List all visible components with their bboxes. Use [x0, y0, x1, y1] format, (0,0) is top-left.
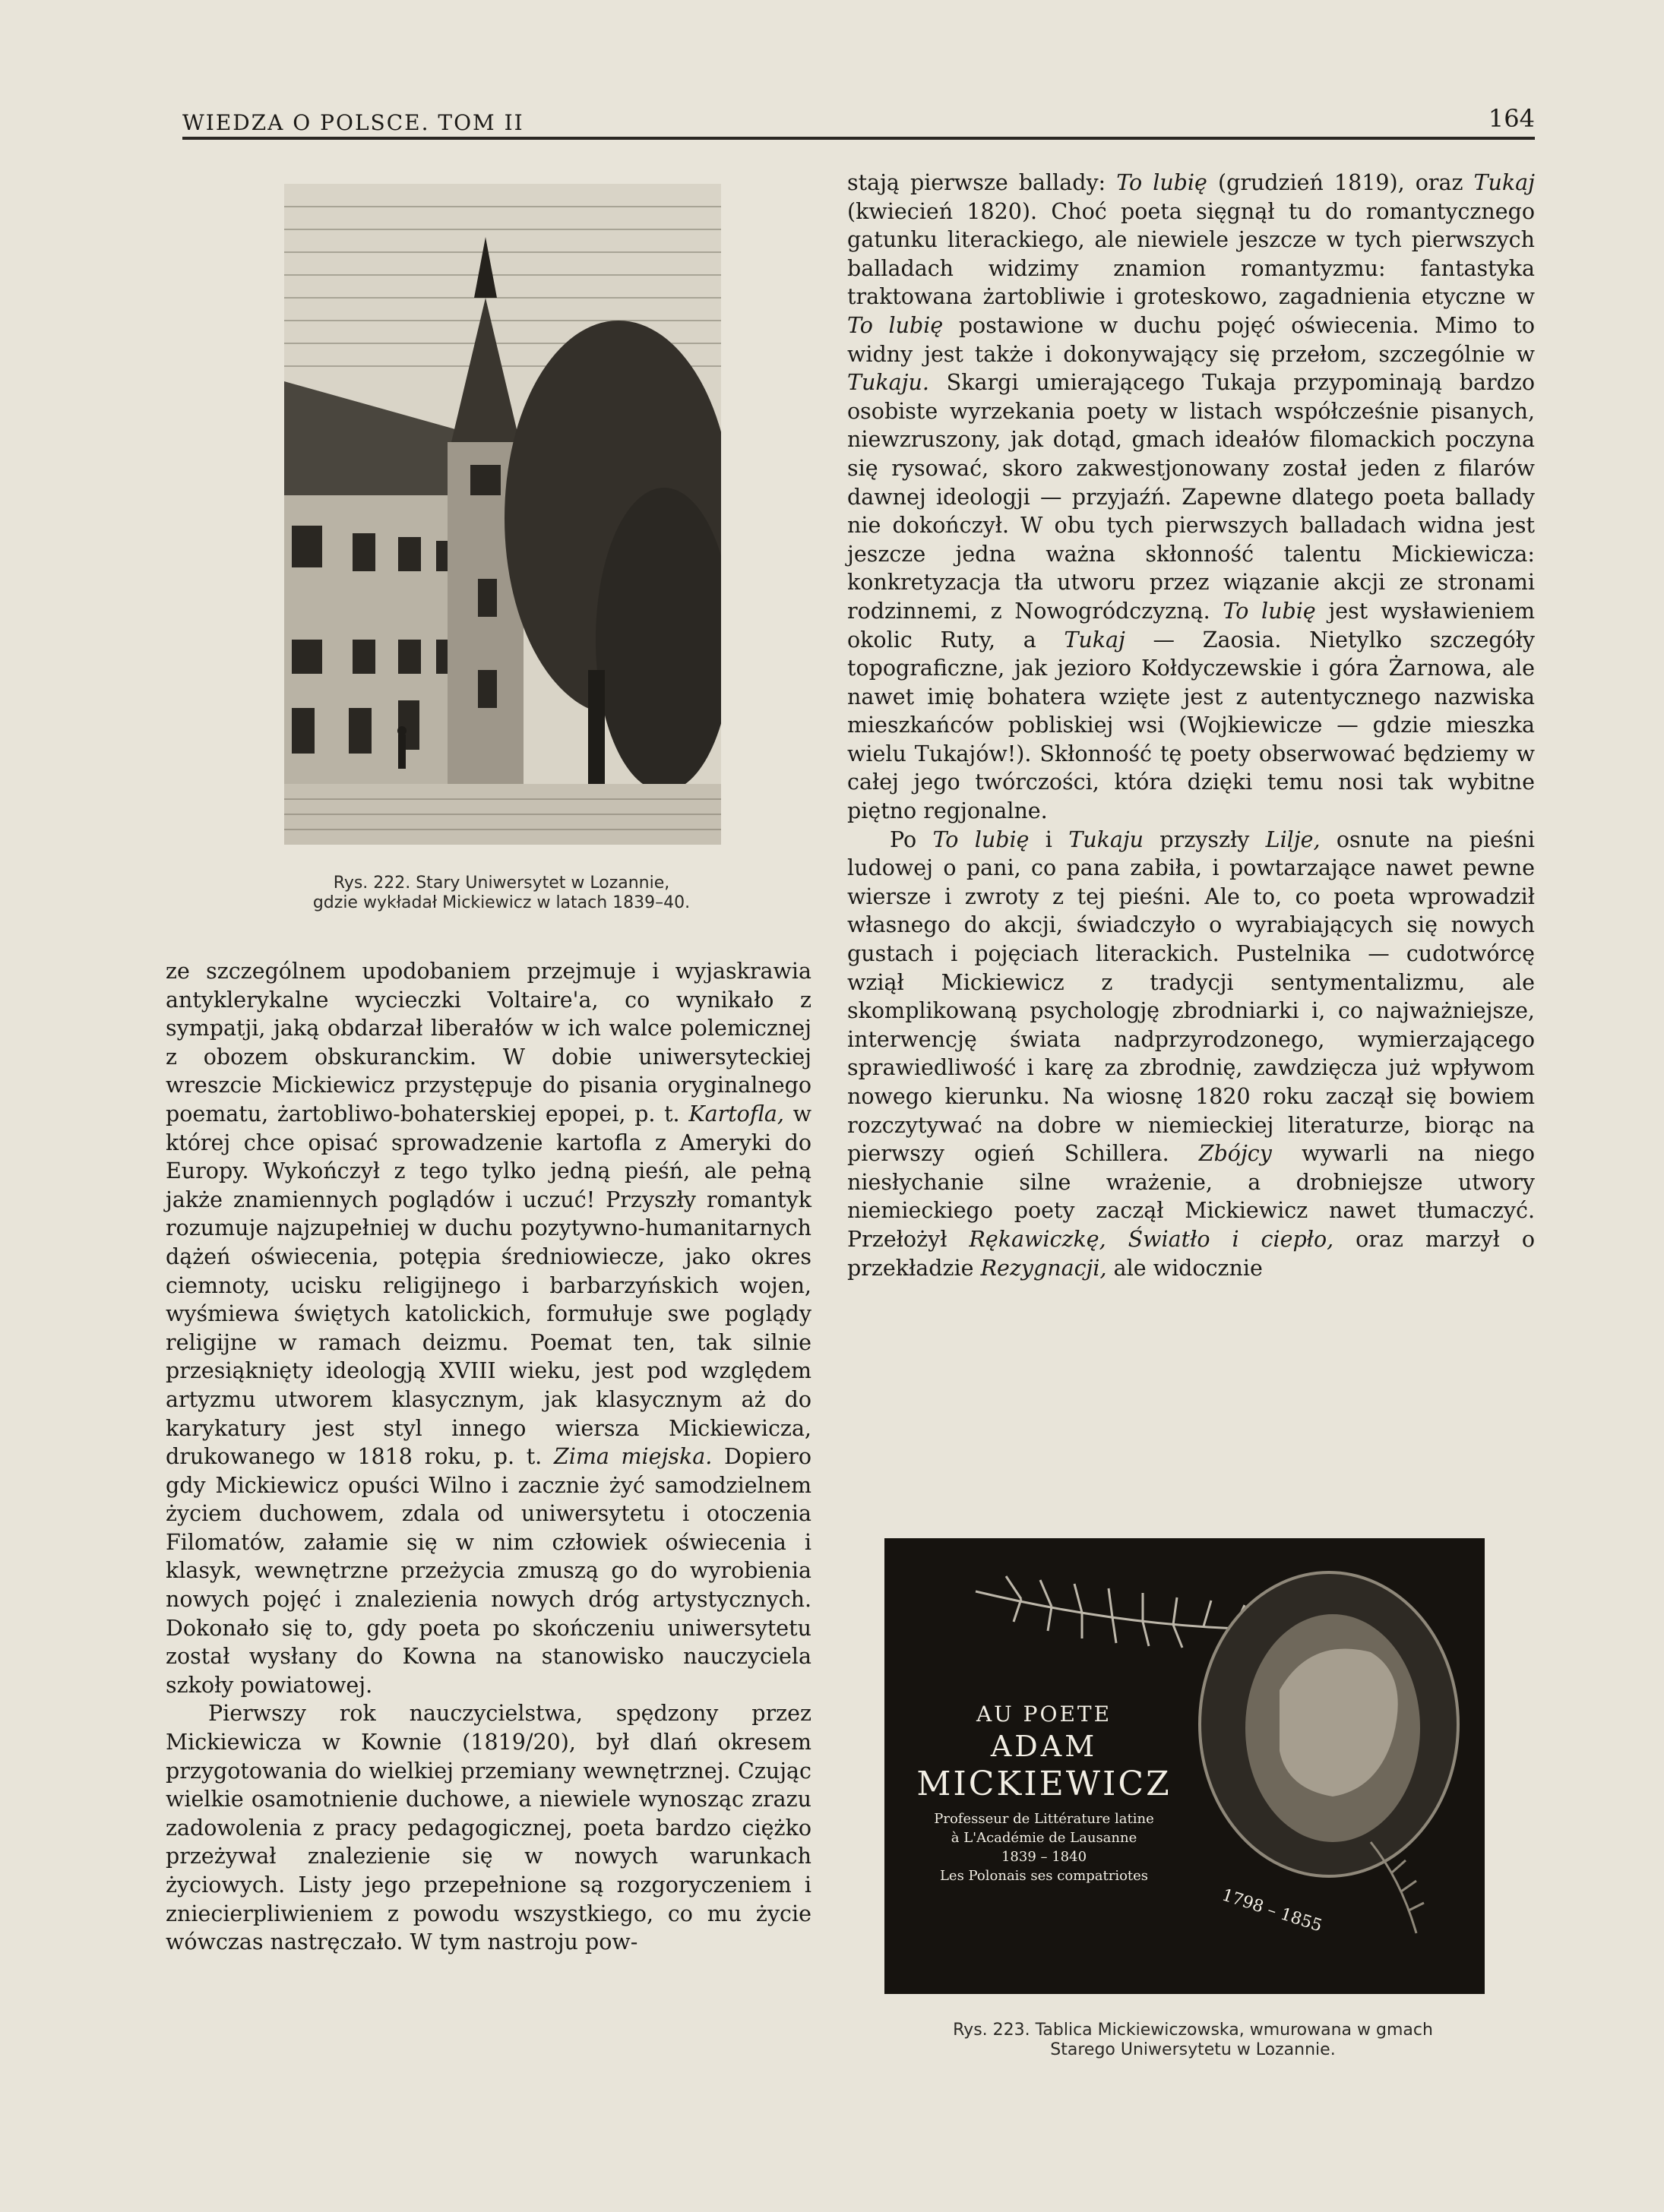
title-to-lubie: To lubię: [932, 826, 1030, 852]
page-header: [182, 106, 1535, 140]
running-title: WIEDZA O POLSCE. TOM II: [182, 110, 524, 135]
title-lilje: Lilje,: [1265, 826, 1321, 852]
paragraph: [847, 826, 1535, 1283]
left-column: [166, 957, 811, 1957]
text-run: w której chce opisać sprowadzenie kartofla z Ameryki do Europy. Wykończył z tego tylko jedną pieśń, ale pełną jakże znamiennych poglądów i uczuć! Przyszły romantyk rozumuje najzupełniej w duchu pozytywno-humanitarnych dążeń oświecenia, potępia średniowiecze, jako okres ciemnoty, ucisku religijnego i barbarzyńskich wojen, wyśmiewa świętych katolickich, formułuje swe poglądy religijne w ramach deizmu. Poemat ten, tak silnie przesiąknięty ideologją XVIII wieku, jest pod względem artyzmu utworem klasycznym, jak klasycznym aż do karykatury jest styl innego wiersza Mickiewicza, drukowanego w 1818 roku, p. t.: [166, 1101, 811, 1470]
text-run: przyszły: [1144, 826, 1266, 852]
text-run: wywarli na niego niesłychanie silne wrażenie, a drobniejsze utwory niemieckiego poety zaczął Mickiewicz nawet tłumaczyć. Przełożył: [847, 1141, 1535, 1252]
text-run: — Zaosia. Nietylko szczegóły topograficzne, jak jezioro Kołdyczewskie i góra Żarnowa, ale nawet imię bohatera wzięte jest z autentycznego nazwiska mieszkańców pobliskiej wsi (Wojkiewicze — gdzie mieszka wielu Tukajów!). Skłonność tę poety obserwować będziemy w całej jego twórczości, która dzięki temu nosi tak wybitne piętno regjonalne.: [847, 627, 1536, 824]
text-run: jest wysławieniem okolic Ruty, a: [847, 598, 1536, 653]
title-to-lubie: To lubię: [847, 312, 944, 338]
text-run: Po: [890, 826, 933, 852]
plaque-line: ADAM: [990, 1730, 1098, 1763]
text-run: ze szczególnem upodobaniem przejmuje i wyjaskrawia antyklerykalne wycieczki Voltaire'a, co wynikało z sympatji, jaką obdarzał liberałów w ich walce polemicznej z obozem obskuranckim. W dobie uniwersyteckiej wreszcie Mickiewicz przystępuje do pisania oryginalnego poematu, żartobliwo-bohaterskiej epopei, p. t.: [166, 959, 811, 1127]
title-to-lubie: To lubię: [1223, 598, 1316, 624]
page-number: 164: [1488, 104, 1535, 133]
title-tukaj: Tukaj: [1473, 170, 1535, 195]
text-run: oraz marzył o przekładzie: [847, 1226, 1536, 1281]
engraving-illustration: [284, 184, 721, 845]
paragraph: [847, 169, 1535, 826]
plaque-line: Professeur de Littérature latine: [934, 1811, 1154, 1827]
figure-222-engraving: [284, 184, 721, 845]
paragraph: Pierwszy rok nauczycielstwa, spędzony przez Mickiewicza w Kownie (1819/20), był dlań okresem przygotowania do wielkiej przemiany wewnętrznej. Czując wielkie osamotnienie duchowe, a niewiele wynosząc zrazu zadowolenia z pracy pedagogicznej, poeta bardzo ciężko przeżywał znalezienie się w nowych warunkach życiowych. Listy jego przepełnione są rozgoryczeniem i zniecierpliwieniem z powodu wszystkiego, co mu życie wówczas nastręczało. W tym nastroju pow-: [166, 1701, 811, 1955]
right-column: [847, 169, 1535, 1282]
text-run: (kwiecień 1820). Choć poeta sięgnął tu do romantycznego gatunku literackiego, ale niewiele jeszcze w tych pierwszych balladach widzimy znamion romantyzmu: fantastyka traktowana żartobliwie i groteskowo, zagadnienia etyczne w: [847, 198, 1535, 310]
plaque-line: Les Polonais ses compatriotes: [939, 1868, 1149, 1884]
header-rule: [182, 137, 1535, 140]
plaque-line: à L'Académie de Lausanne: [951, 1830, 1137, 1846]
plaque-line: MICKIEWICZ: [916, 1765, 1172, 1803]
title-kartofla: Kartofla,: [688, 1101, 784, 1127]
title-tukaju: Tukaju.: [847, 370, 929, 396]
caption-line: Rys. 222. Stary Uniwersytet w Lozannie,: [333, 874, 670, 893]
title-tukaj: Tukaj: [1064, 627, 1125, 653]
title-zbojcy: Zbójcy: [1198, 1141, 1272, 1167]
plaque-line: 1839 – 1840: [1001, 1849, 1087, 1865]
plaque-inscription: [900, 1702, 1188, 1884]
title-zima-miejska: Zima miejska.: [553, 1444, 713, 1470]
text-run: Skargi umierającego Tukaja przypominają bardzo osobiste wyrzekania poety w listach współcześnie pisanych, niewzruszony, jak dotąd, gmach ideałów filomackich poczyna się rysować, skoro zakwestjonowany został jeden z filarów dawnej ideologji — przyjaźń. Zapewne dlatego poeta ballady nie dokończył. W obu tych pierwszych balladach widna jest jeszcze jedna ważna skłonność talentu Mickiewicza: konkretyzacja tła utworu przez wiązanie akcji ze stronami rodzinnemi, z Nowogródczyzną.: [847, 370, 1535, 624]
text-run: stają pierwsze ballady:: [847, 170, 1117, 195]
text-run: ale widocznie: [1106, 1255, 1263, 1281]
paragraph: [166, 957, 811, 1699]
title-tukaju: Tukaju: [1068, 826, 1144, 852]
text-run: Dopiero gdy Mickiewicz opuści Wilno i zacznie żyć samodzielnem życiem duchowem, zdala od uniwersytetu i otoczenia Filomatów, załamie się w nim człowiek oświecenia i klasyk, wewnętrzne przeżycia zmuszą go do wyrobienia nowych pojęć i znalezienia nowych dróg artystycznych. Dokonało się to, gdy poeta po skończeniu uniwersytetu został wysłany do Kowna na stanowisko nauczyciela szkoły powiatowej.: [166, 1444, 811, 1698]
figure-223-plaque: [884, 1538, 1485, 1994]
plaque-line: AU POETE: [976, 1702, 1112, 1727]
text-run: osnute na pieśni ludowej o pani, co pana zabiła, i powtarzające nawet pewne wiersze i zwroty z tej pieśni. Ale to, co poeta wprowadził własnego do akcji, świadczyło o wyrabiających się nowych gustach i pojęciach literackich. Pustelnika — cudotwórcę wziął Mickiewicz z tradycji sentymentalizmu, ale skomplikowaną psychologję zbrodniarki i, co najważniejsze, interwencję świata nadprzyrodzonego, wymierzającego sprawiedliwość i karę za zbrodnię, zawdzięcza już wpływom nowego kierunku. Na wiosnę 1820 roku zaczął się bowiem rozczytywać na dobre w niemieckiej literaturze, biorąc na pierwszy ogień Schillera.: [847, 826, 1535, 1167]
plaque-dates: 1798 – 1855: [1220, 1885, 1324, 1936]
caption-line: Rys. 223. Tablica Mickiewiczowska, wmurowana w gmach: [953, 2021, 1433, 2040]
caption-line: Starego Uniwersytetu w Lozannie.: [1050, 2040, 1336, 2059]
figure-222-caption: [258, 874, 745, 913]
text-run: (grudzień 1819), oraz: [1207, 170, 1474, 195]
text-run: postawione w duchu pojęć oświecenia. Mimo to widny jest także i dokonywający się przełom, szczególnie w: [847, 312, 1535, 367]
title-rekawiczke: Rękawiczkę, Światło i ciepło,: [969, 1226, 1334, 1252]
figure-223-caption: [881, 2021, 1504, 2060]
title-rezygnacji: Rezygnacji,: [980, 1255, 1107, 1281]
text-run: i: [1029, 826, 1069, 852]
caption-line: gdzie wykładał Mickiewicz w latach 1839–40.: [312, 893, 691, 912]
title-to-lubie: To lubię: [1116, 170, 1207, 195]
